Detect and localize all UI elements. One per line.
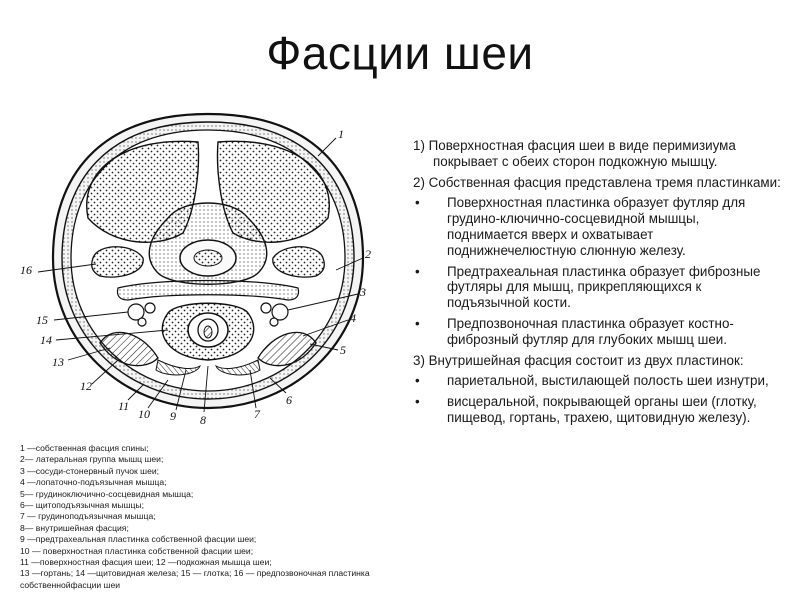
figure-label-2: 2 <box>365 247 371 261</box>
bullet-icon: • <box>415 315 420 331</box>
figure-label-14: 14 <box>40 333 52 347</box>
description-bullet <box>413 394 783 426</box>
description-bullet <box>413 264 783 311</box>
bullet-text: Предпозвоночная пластинка образует костно-фиброзный футляр для глубоких мышц шеи. <box>447 315 734 347</box>
figure-label-10: 10 <box>138 407 150 421</box>
description-text <box>413 138 783 431</box>
figure-label-6: 6 <box>286 393 292 407</box>
figure-label-5: 5 <box>340 343 346 357</box>
figure-label-12: 12 <box>80 379 92 393</box>
bullet-text: париетальной, выстилающей полость шеи изнутри, <box>447 373 769 389</box>
description-bullet <box>413 195 783 258</box>
bullet-icon: • <box>415 263 420 279</box>
legend-item: 13 —гортань; 14 —щитовидная железа; 15 — глотка; 16 — предпозвоночная пластинка собственнойфасции шеи <box>20 568 370 590</box>
bullet-icon: • <box>415 195 420 211</box>
bullet-text: Поверхностная пластинка образует футляр для грудино-ключично-сосцевидной мышцы, поднимается вверх и охватывает поднижнечелюстную слюнную железу. <box>447 195 746 258</box>
legend-item: 6— щитоподъязычная мышцы; <box>20 500 144 511</box>
legend-item: 4 —лопаточно-подъязычная мышца; <box>20 477 167 488</box>
figure-label-11: 11 <box>118 399 130 413</box>
figure-legend <box>20 443 390 591</box>
figure-label-9: 9 <box>170 409 176 423</box>
figure-label-13: 13 <box>52 355 64 369</box>
bullet-text: висцеральной, покрывающей органы шеи (глотку, пищевод, гортань, трахею, щитовидную железу). <box>447 394 757 425</box>
figure-label-4: 4 <box>350 311 356 325</box>
figure-label-7: 7 <box>254 407 260 421</box>
legend-item: 3 —сосуди-стонервный пучок шеи; <box>20 465 160 476</box>
slide-title: Фасции шеи <box>266 27 534 79</box>
bullet-icon: • <box>415 373 420 389</box>
figure-label-8: 8 <box>200 413 206 427</box>
legend-item: 9 —предтрахеальная пластинка собственной фасции шеи; <box>20 534 257 545</box>
figure-label-1: 1 <box>338 127 344 141</box>
legend-item: 8— внутришейная фасция; <box>20 522 129 533</box>
legend-item: 10 — поверхностная пластинка собственной фасции шеи; <box>20 545 254 556</box>
description-paragraph: 2) Собственная фасция представлена тремя пластинками: <box>413 174 781 190</box>
legend-item: 5— грудиноключично-сосцевидная мышца; <box>20 488 194 499</box>
figure-label-16: 16 <box>20 263 32 277</box>
legend-item: 2— латеральная группа мышц шеи; <box>20 454 164 465</box>
description-paragraph: 1) Поверхностная фасция шеи в виде перимизиума покрывает с обеих сторон подкожную мышцу. <box>413 138 736 169</box>
figure-label-15: 15 <box>36 313 48 327</box>
bullet-icon: • <box>415 394 420 410</box>
description-paragraph: 3) Внутришейная фасция состоит из двух пластинок: <box>413 352 744 368</box>
legend-item: 11 —поверхностная фасция шеи; 12 —подкожная мышца шеи; <box>20 557 272 568</box>
legend-item: 7 — грудиноподъязычная мышца; <box>20 511 156 522</box>
legend-item: 1 —собственная фасция спины; <box>20 443 149 453</box>
figure-label-3: 3 <box>360 285 366 299</box>
neck-cross-section-drawing <box>18 108 398 438</box>
bullet-text: Предтрахеальная пластинка образует фиброзные футляры для мышц, прикрепляющихся к подъязычной кости. <box>447 263 761 311</box>
description-bullet <box>413 373 783 389</box>
description-bullet <box>413 316 783 348</box>
neck-cross-section-figure <box>18 108 398 438</box>
